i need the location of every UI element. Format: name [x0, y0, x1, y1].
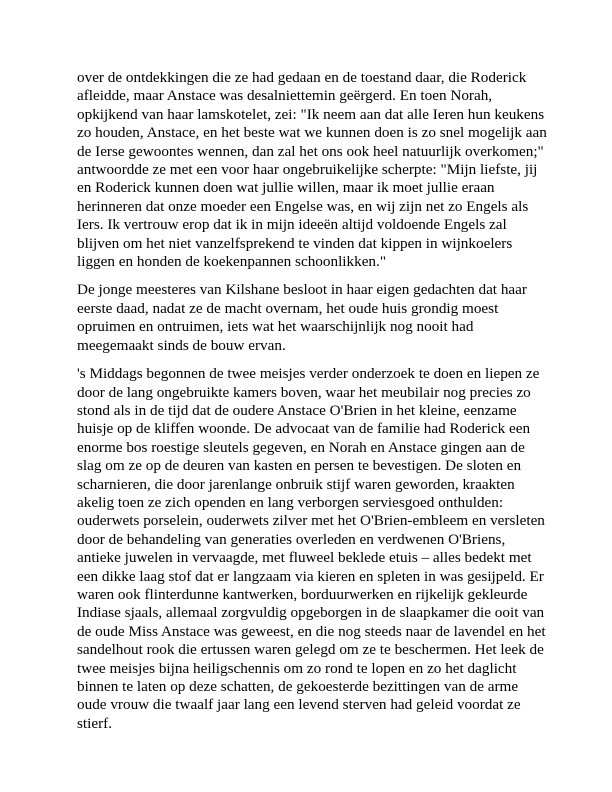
paragraph-2: De jonge meesteres van Kilshane besloot in haar eigen gedachten dat haar eerste daad, nadat ze de macht overnam, het oude huis grondig moest opruimen en ontruimen, iets wat het waarschijnlijk nog nooit had meegemaakt sinds de bouw ervan.	[77, 281, 527, 354]
paragraph-1: over de ontdekkingen die ze had gedaan en de toestand daar, die Roderick afleidde, maar Anstace was desalniettemin geërgerd. En toen Norah, opkijkend van haar lamskotelet, zei: "Ik neem aan dat alle Ieren hun keukens zo houden, Anstace, en het beste wat we kunnen doen is zo snel mogelijk aan de Ierse gewoontes wennen, dan zal het ons ook heel natuurlijk overkomen;" antwoordde ze met een voor haar ongebruikelijke scherpte: "Mijn liefste, jij en Roderick kunnen doen wat jullie willen, maar ik moet jullie eraan herinneren dat onze moeder een Engelse was, en wij zijn net zo Engels als Iers. Ik vertrouw erop dat ik in mijn ideeën altijd voldoende Engels zal blijven om het niet vanzelfsprekend te vinden dat kippen in wijnkoelers liggen en honden de koekenpannen schoonlikken."	[77, 69, 547, 271]
document-page	[77, 69, 547, 743]
paragraph-3: 's Middags begonnen de twee meisjes verder onderzoek te doen en liepen ze door de lang ongebruikte kamers boven, waar het meubilair nog precies zo stond als in de tijd dat de oudere Anstace O'Brien in het kleine, eenzame huisje op de kliffen woonde. De advocaat van de familie had Roderick een enorme bos roestige sleutels gegeven, en Norah en Anstace gingen aan de slag om ze op de deuren van kasten en persen te bevestigen. De sloten en scharnieren, die door jarenlange onbruik stijf waren geworden, kraakten akelig toen ze zich openden en lang verborgen serviesgoed onthulden: ouderwets porselein, ouderwets zilver met het O'Brien-embleem en versleten door de behandeling van generaties overleden en verdwenen O'Briens, antieke juwelen in vervaagde, met fluweel beklede etuis – alles bedekt met een dikke laag stof dat er langzaam via kieren en spleten in was gesijpeld. Er waren ook flinterdunne kantwerken, borduurwerken en rijkelijk gekleurde Indiase sjaals, allemaal zorgvuldig opgeborgen in de slaapkamer die ooit van de oude Miss Anstace was geweest, en die nog steeds naar de lavendel en het sandelhout rook die ertussen waren gelegd om ze te beschermen. Het leek de twee meisjes bijna heiligschennis om zo rond te lopen en zo het daglicht binnen te laten op deze schatten, de gekoesterde bezittingen van de arme oude vrouw die twaalf jaar lang een levend sterven had geleid voordat ze stierf.	[77, 365, 546, 732]
